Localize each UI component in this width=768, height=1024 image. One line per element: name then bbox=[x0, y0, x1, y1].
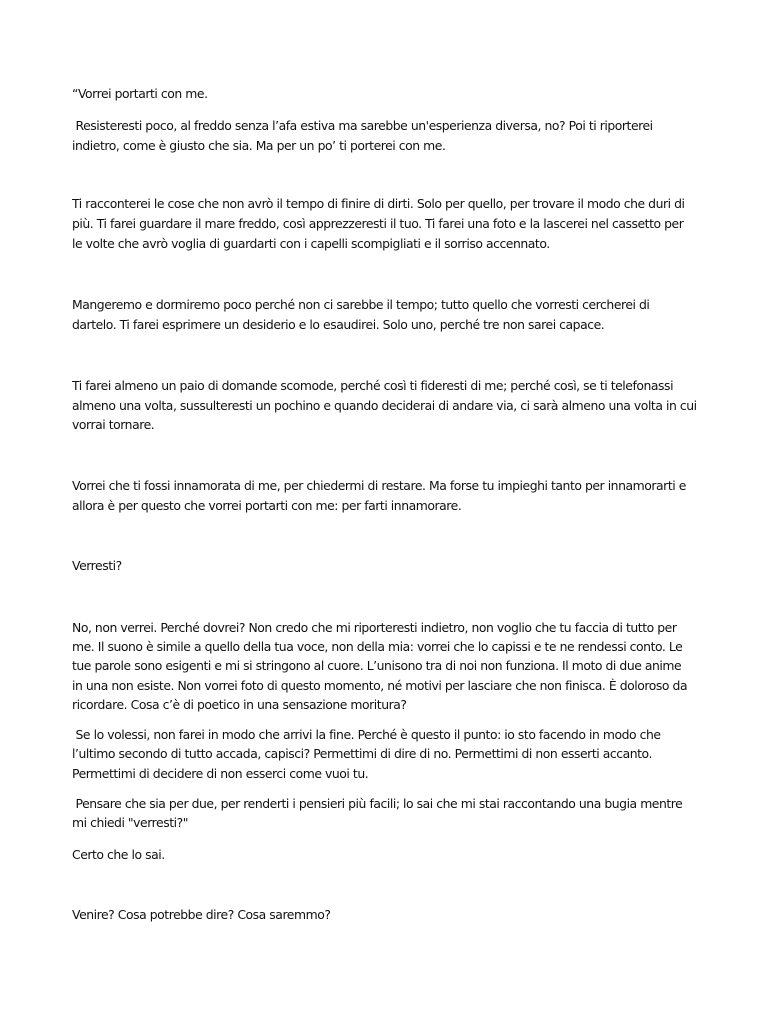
text-line: me. Il suono è simile a quello della tua voce, non della mia: vorrei che lo capissi e te ne rendessi conto. Le bbox=[72, 639, 683, 654]
text-line: l’ultimo secondo di tutto accada, capisci? Permettimi di dire di no. Permettimi di non esserti accanto. bbox=[72, 746, 652, 761]
text-line: Vorrei che ti fossi innamorata di me, per chiedermi di restare. Ma forse tu impieghi tanto per innamorarti e bbox=[72, 478, 686, 493]
text-line: le volte che avrò voglia di guardarti con i capelli scompigliati e il sorriso accennato. bbox=[72, 236, 550, 251]
text-line: Resisteresti poco, al freddo senza l’afa estiva ma sarebbe un'esperienza diversa, no? Poi ti riporterei bbox=[72, 118, 653, 133]
text-line: ricordare. Cosa c’è di poetico in una sensazione moritura? bbox=[72, 697, 407, 712]
text-line: Ti farei almeno un paio di domande scomode, perché così ti fideresti di me; perché così, se ti telefonassi bbox=[72, 378, 674, 393]
text-line: Pensare che sia per due, per renderti i pensieri più facili; lo sai che mi stai raccontando una bugia mentre bbox=[72, 796, 683, 811]
text-line: Se lo volessi, non farei in modo che arrivi la fine. Perché è questo il punto: io sto facendo in modo che bbox=[72, 727, 661, 742]
text-line: Ti racconterei le cose che non avrò il tempo di finire di dirti. Solo per quello, per trovare il modo che duri di bbox=[72, 196, 685, 211]
text-line: dartelo. Ti farei esprimere un desiderio e lo esaudirei. Solo uno, perché tre non sarei capace. bbox=[72, 317, 605, 332]
text-line: Verresti? bbox=[72, 558, 122, 573]
text-line: Venire? Cosa potrebbe dire? Cosa saremmo? bbox=[72, 907, 331, 922]
text-line: “Vorrei portarti con me. bbox=[72, 86, 208, 101]
text-line: No, non verrei. Perché dovrei? Non credo che mi riporteresti indietro, non voglio che tu faccia di tutto per bbox=[72, 620, 677, 635]
text-line: Permettimi di decidere di non esserci come vuoi tu. bbox=[72, 766, 369, 781]
text-line: vorrai tornare. bbox=[72, 417, 155, 432]
text-line: Certo che lo sai. bbox=[72, 847, 165, 862]
text-line: più. Ti farei guardare il mare freddo, così apprezzeresti il tuo. Ti farei una foto e la lascerei nel cassetto per bbox=[72, 216, 684, 231]
text-line: tue parole sono esigenti e mi si stringono al cuore. L’unisono tra di noi non funziona. Il moto di due anime bbox=[72, 658, 682, 673]
text-line: in una non esiste. Non vorrei foto di questo momento, né motivi per lasciare che non finisca. È doloroso da bbox=[72, 678, 688, 693]
text-line: allora è per questo che vorrei portarti con me: per farti innamorare. bbox=[72, 498, 462, 513]
text-line: indietro, come è giusto che sia. Ma per un po’ ti porterei con me. bbox=[72, 138, 446, 153]
text-line: almeno una volta, sussulteresti un pochino e quando deciderai di andare via, ci sarà almeno una volta in cui bbox=[72, 398, 697, 413]
text-line: mi chiedi "verresti?" bbox=[72, 815, 188, 830]
text-line: Mangeremo e dormiremo poco perché non ci sarebbe il tempo; tutto quello che vorresti cercherei di bbox=[72, 297, 650, 312]
